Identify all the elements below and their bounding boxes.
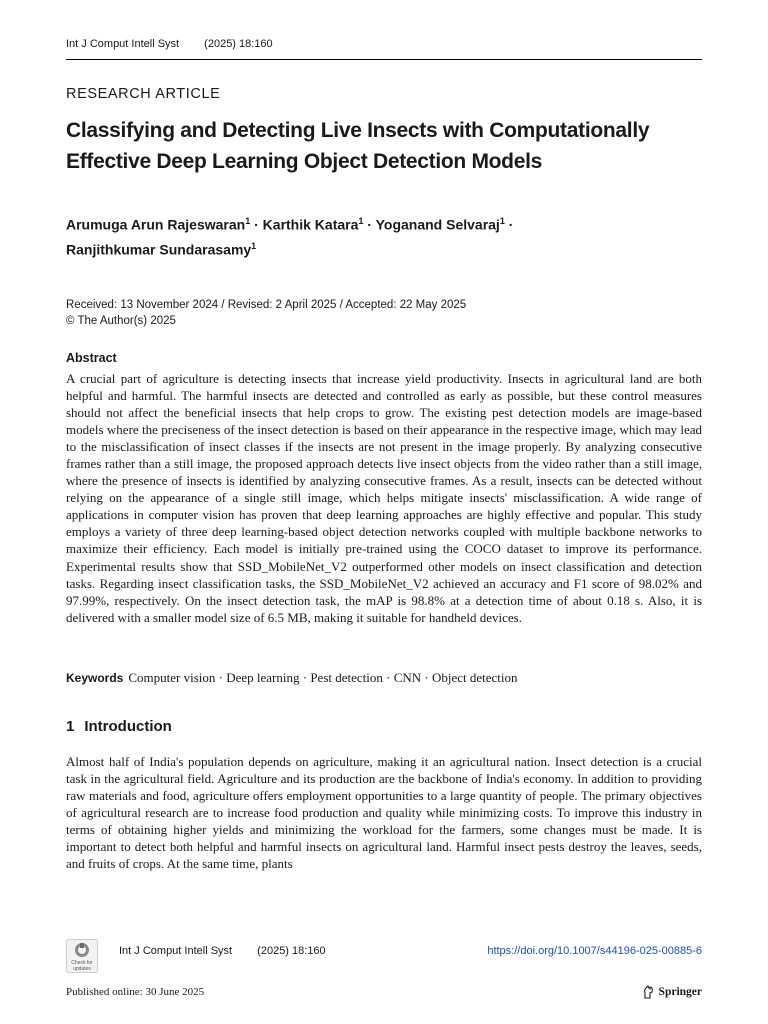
- copyright-line: © The Author(s) 2025: [66, 315, 176, 327]
- section-title: Introduction: [84, 718, 172, 735]
- svg-text:updates: updates: [73, 966, 91, 972]
- author-list: Arumuga Arun Rajeswaran$^1$ · Karthik Katara$^1$ · Yoganand Selvaraj$^1$ · Ranjithkumar Sundarasamy$^1$: [66, 216, 514, 258]
- footer-journal-name: Int J Comput Intell Syst: [119, 945, 233, 957]
- author-affiliation: 1: [499, 216, 505, 226]
- doi-link[interactable]: https://doi.org/10.1007/s44196-025-00885-6: [487, 945, 702, 957]
- header-rule: [66, 59, 702, 60]
- running-header: [66, 38, 295, 50]
- footer-journal: [119, 945, 348, 957]
- author-name: Karthik Katara: [262, 216, 359, 233]
- author-name: Ranjithkumar Sundarasamy: [66, 241, 252, 258]
- article-dates: [66, 297, 466, 329]
- author-affiliation: 1: [245, 216, 251, 226]
- check-for-updates-badge[interactable]: [66, 939, 98, 973]
- header-citation: (2025) 18:160: [204, 38, 273, 50]
- keywords-line: [66, 670, 518, 686]
- keywords-list: Computer vision · Deep learning · Pest detection · CNN · Object detection: [128, 670, 518, 685]
- author-name: Yoganand Selvaraj: [375, 216, 500, 233]
- footer-citation: (2025) 18:160: [257, 945, 326, 957]
- publisher-name: Springer: [658, 986, 702, 998]
- author-affiliation: 1: [251, 240, 257, 251]
- author-name: Arumuga Arun Rajeswaran: [66, 216, 246, 233]
- published-date: Published online: 30 June 2025: [66, 986, 205, 998]
- springer-horse-icon: [642, 985, 655, 999]
- history-dates: Received: 13 November 2024 / Revised: 2 April 2025 / Accepted: 22 May 2025: [66, 299, 467, 311]
- publisher-logo: [642, 985, 702, 999]
- svg-text:Check for: Check for: [71, 960, 93, 966]
- keywords-label: Keywords: [66, 671, 124, 685]
- article-type: RESEARCH ARTICLE: [66, 86, 221, 102]
- abstract-text: A crucial part of agriculture is detecting insects that increase yield productivity. Insects in agricultural land are both helpful and harmful. The harmful insects are detected and controlled as early as possible, but these control measures should not affect the beneficial insects that help crops to grow. The existing pest detection models are image-based models where the preciseness of the insect detection is based on their appearance in the respective image, which may lead to the misclassification of insect classes if the insects are not present in the image properly. By analyzing consecutive frames rather than a still image, the proposed approach detects live insect objects from the video rather than a still image, where the presence of insects is identified by analyzing consecutive frames. As a result, insects can be detected without relying on the appearance of a single still image, which helps mitigate insects' misclassification. A wide range of applications in computer vision has proven that deep learning approaches are highly effective and popular. This study employs a variety of three deep learning-based object detection networks coupled with multiple backbone networks to maximize their efficiency. Each model is initially pre-trained using the COCO dataset to improve its performance. Experimental results show that SSD_MobileNet_V2 outperformed other models on insect classification and detection tasks. Regarding insect classification tasks, the SSD_MobileNet_V2 achieved an accuracy and F1 score of 98.02% and 97.99%, respectively. On the insect detection task, the mAP is 98.8% at a detection time of about 0.18 s. Also, it is delivered with a smaller model size of 6.5 MB, making it suitable for handheld devices.: [66, 371, 702, 625]
- abstract-heading: Abstract: [66, 351, 117, 365]
- header-journal: Int J Comput Intell Syst: [66, 38, 180, 50]
- section-heading: [66, 718, 172, 735]
- check-for-updates-icon: [66, 939, 98, 973]
- article-title: Classifying and Detecting Live Insects with Computationally Effective Deep Learning Object Detection Models: [66, 119, 650, 173]
- intro-text: Almost half of India's population depends on agriculture, making it an agricultural nation. Insect detection is a crucial task in the agricultural field. Agriculture and its production are the backbone of India's economy. In addition to providing raw materials and food, agriculture offers employment opportunities to a large quantity of people. The primary objectives of agricultural research are to increase food production and quality while minimizing costs. To improve this industry in terms of obtaining higher yields and minimizing the workload for the farmers, some changes must be made. It is important to detect both helpful and harmful insects on agricultural land. Harmful insect pests destroy the leaves, seeds, and fruits of crops. At the same time, plants: [66, 754, 702, 872]
- author-affiliation: 1: [358, 216, 364, 226]
- section-number: 1: [66, 718, 75, 735]
